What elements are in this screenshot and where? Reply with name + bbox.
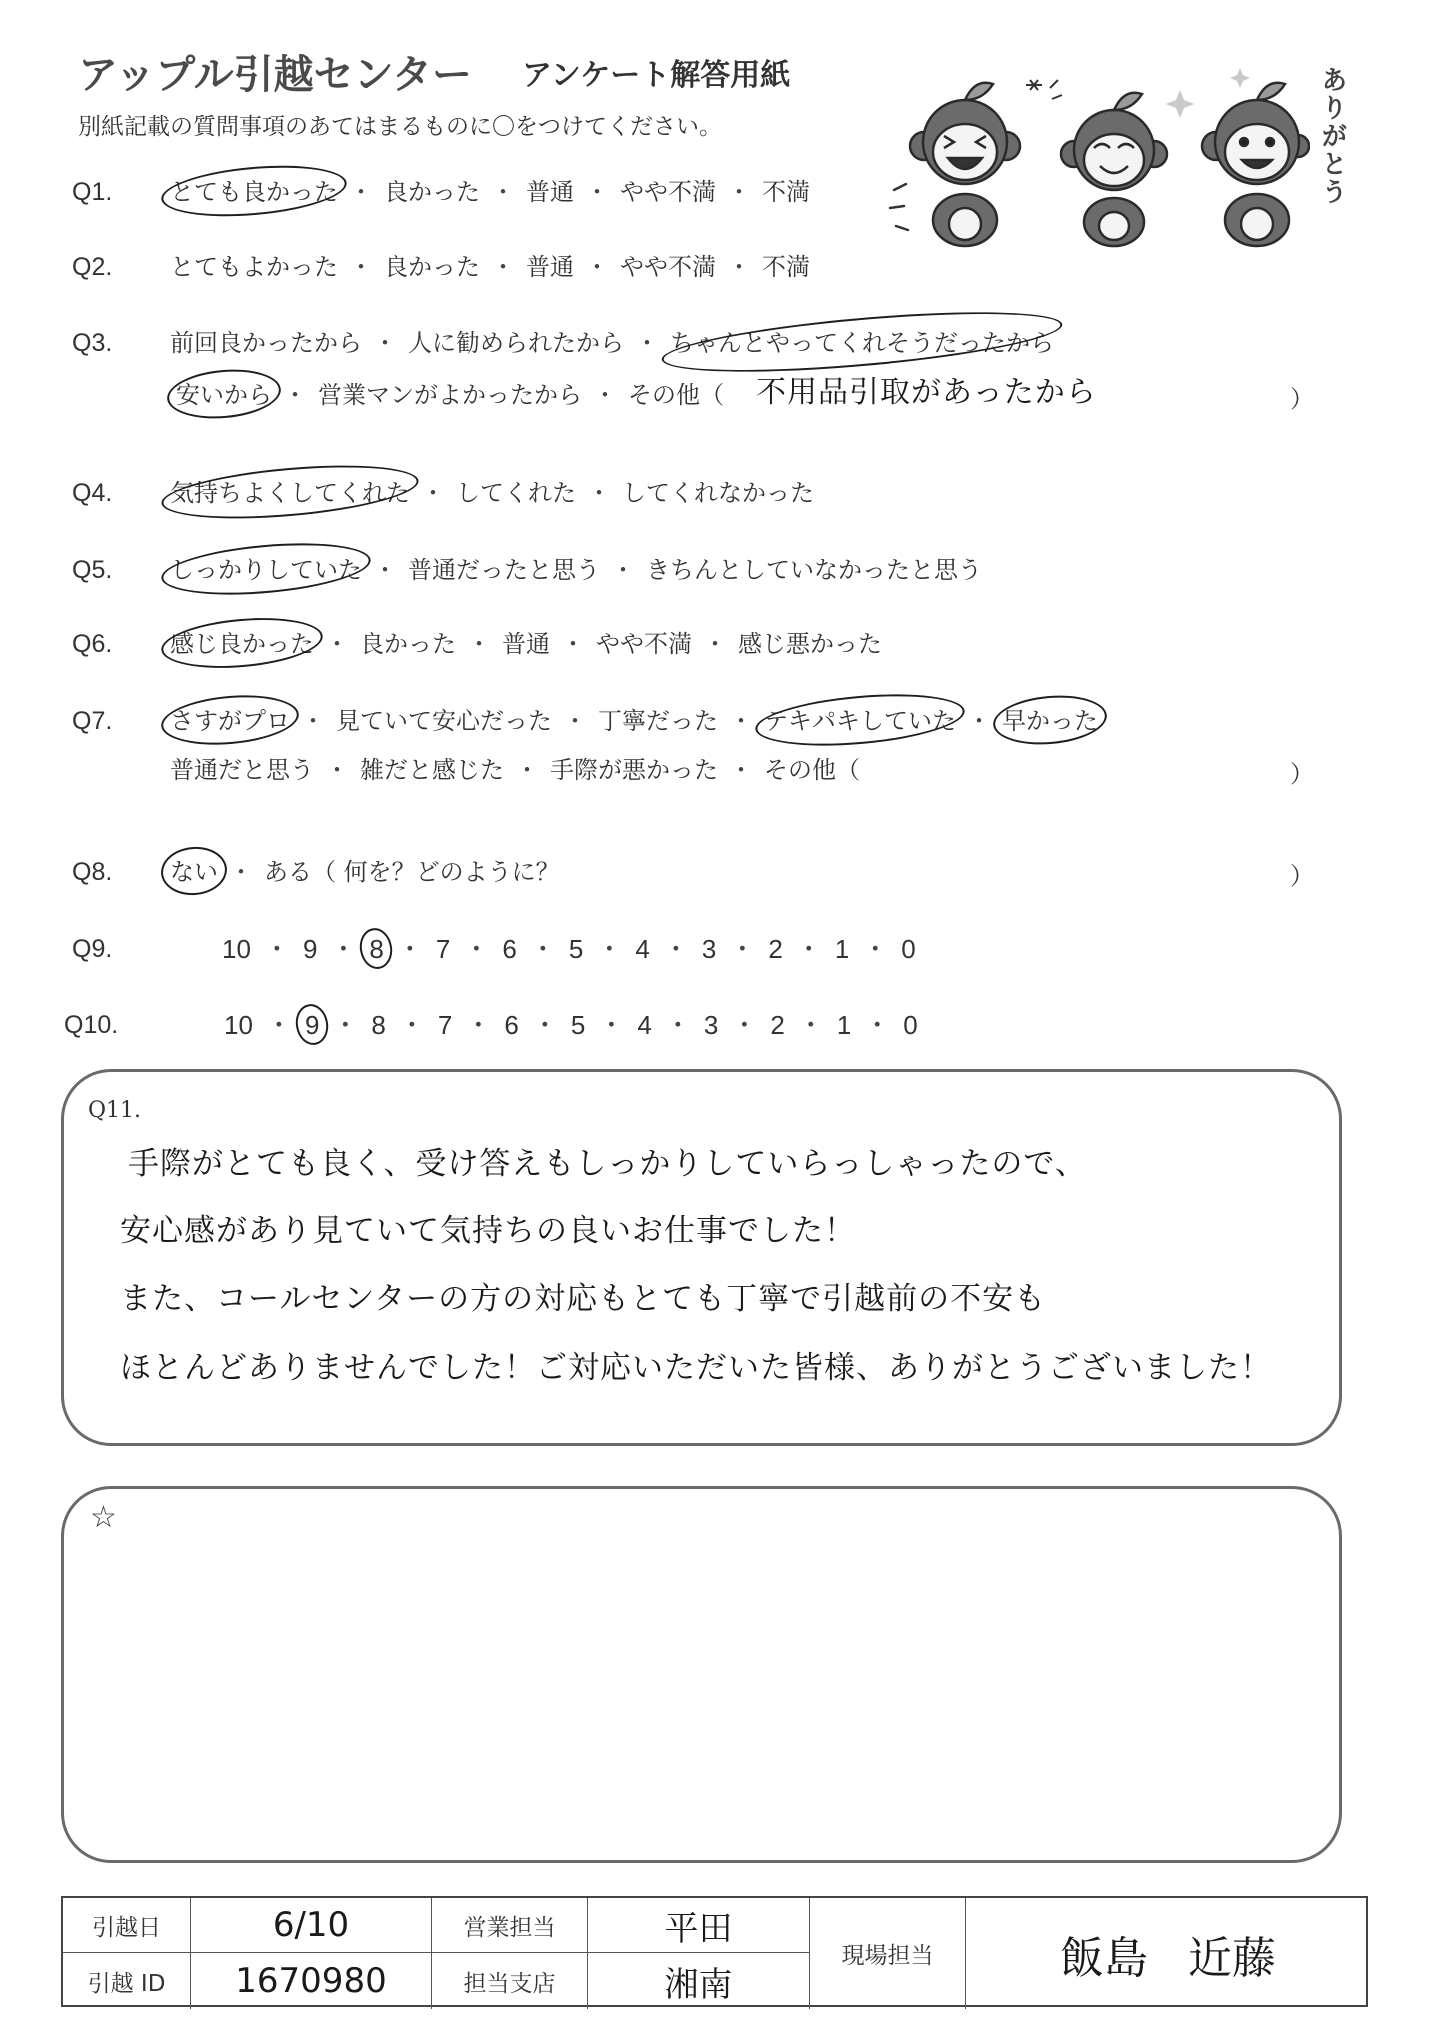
q5-answer-option-selected[interactable]: しっかりしていた (170, 556, 362, 584)
question-label: Q2. (72, 253, 113, 281)
separator-dot: ・ (585, 178, 609, 206)
question-label: Q7. (72, 707, 113, 735)
q3-answer-option[interactable]: 人に勧められたから (408, 329, 624, 357)
q7-answer-option[interactable]: 手際が悪かった (550, 756, 718, 784)
q4-answer-option[interactable]: してくれた (456, 479, 576, 507)
q7-answer-option[interactable]: 雑だと感じた (360, 756, 504, 784)
separator-dot: ・ (349, 178, 373, 206)
q8-answer-option[interactable]: ある（ 何を？どのように？ (264, 858, 560, 886)
question-label: Q6. (72, 630, 113, 658)
separator-dot: ・ (330, 934, 357, 964)
separator-dot: ・ (703, 630, 727, 658)
separator-dot: ・ (263, 934, 290, 964)
field-staff-name: 近藤 (1188, 1932, 1276, 1984)
q7-answer-option-selected[interactable]: テキパキしていた (764, 707, 956, 735)
move-date-label: 引越日 (63, 1898, 191, 1953)
separator-dot: ・ (862, 934, 889, 964)
q5-answer-option[interactable]: 普通だったと思う (408, 556, 600, 584)
branch-value: 湘南 (588, 1953, 810, 2009)
footer-info-table (61, 1896, 1368, 2007)
comment-line: また、コールセンターの方の対応もとても丁寧で引越前の不安も (120, 1281, 1047, 1317)
closing-parenthesis: ） (1290, 760, 1314, 788)
separator-dot: ・ (729, 934, 756, 964)
sparkle-icon (1026, 80, 1062, 99)
q2-answer-option[interactable]: 良かった (384, 253, 480, 281)
option-line (170, 327, 1054, 359)
q6-answer-option-selected[interactable]: 感じ良かった (170, 630, 314, 658)
move-id-value: 1670980 (191, 1953, 432, 2009)
branch-label: 担当支店 (432, 1953, 588, 2009)
separator-dot: ・ (729, 707, 753, 735)
separator-dot: ・ (729, 756, 753, 784)
q3-answer-option-selected[interactable]: 安いから (176, 381, 272, 409)
separator-dot: ・ (561, 630, 585, 658)
option-line (170, 477, 814, 509)
q1-answer-option[interactable]: 良かった (384, 178, 480, 206)
separator-dot: ・ (563, 707, 587, 735)
separator-dot: ・ (593, 381, 617, 409)
separator-dot: ・ (727, 178, 751, 206)
question-label: Q8. (72, 858, 113, 886)
separator-dot: ・ (864, 1010, 891, 1040)
q2-answer-option[interactable]: 不満 (762, 253, 810, 281)
q9-answer-option[interactable]: 3 (701, 934, 717, 964)
q8-answer-option-selected[interactable]: ない (170, 858, 218, 886)
field-staff-value (966, 1898, 1370, 2009)
separator-dot: ・ (731, 1010, 758, 1040)
q10-answer-option[interactable]: 6 (504, 1010, 519, 1040)
separator-dot: ・ (491, 253, 515, 281)
q9-answer-option[interactable]: 0 (901, 934, 916, 964)
separator-dot: ・ (467, 630, 491, 658)
separator-dot: ・ (491, 178, 515, 206)
q7-answer-option-selected[interactable]: 早かった (1002, 707, 1098, 735)
separator-dot: ・ (398, 1010, 425, 1040)
q9-answer-option[interactable]: 2 (768, 934, 783, 964)
comment-line: 安心感があり見ていて気持ちの良いお仕事でした！ (120, 1213, 856, 1249)
q3-answer-option[interactable]: 営業マンがよかったから (318, 381, 582, 409)
q10-answer-option[interactable]: 2 (770, 1010, 785, 1040)
q9-answer-option[interactable]: 1 (834, 934, 850, 964)
q6-answer-option[interactable]: やや不満 (596, 630, 692, 658)
q10-answer-option[interactable]: 4 (637, 1010, 652, 1040)
option-line (170, 705, 1098, 737)
sales-staff-value: 平田 (588, 1898, 810, 1953)
closing-parenthesis: ） (1290, 385, 1314, 413)
q10-answer-option[interactable]: 0 (903, 1010, 918, 1040)
q3-answer-option-selected[interactable]: ちゃんとやってくれそうだったから (670, 329, 1054, 357)
q10-answer-option[interactable]: 10 (224, 1010, 253, 1040)
q9-answer-option[interactable]: 9 (302, 934, 318, 964)
monkey-smiling-icon (1061, 93, 1167, 246)
monkey-happy-icon (1202, 83, 1309, 246)
option-line (170, 176, 810, 208)
q9-answer-option[interactable]: 4 (635, 934, 650, 964)
q9-answer-option-selected[interactable]: 8 (369, 934, 384, 964)
q1-answer-option-selected[interactable]: とても良かった (170, 178, 338, 206)
separator-dot: ・ (463, 934, 490, 964)
q4-answer-option-selected[interactable]: 気持ちよくしてくれた (170, 479, 410, 507)
comment-line: 手際がとても良く、受け答えもしっかりしていらっしゃったので、 (128, 1146, 1087, 1182)
separator-dot: ・ (325, 630, 349, 658)
q7-answer-option[interactable]: その他（ (764, 756, 860, 784)
q1-answer-option[interactable]: 普通 (526, 178, 574, 206)
sales-staff-label: 営業担当 (432, 1898, 588, 1953)
separator-dot: ・ (332, 1010, 359, 1040)
q6-answer-option[interactable]: 感じ悪かった (738, 630, 882, 658)
separator-dot: ・ (265, 1010, 292, 1040)
question-label: Q1. (72, 178, 113, 206)
q3-answer-option[interactable]: その他（ (628, 381, 724, 409)
separator-dot: ・ (529, 934, 556, 964)
q10-answer-option-selected[interactable]: 9 (304, 1010, 320, 1040)
question-label: Q9. (72, 935, 113, 963)
option-line (170, 856, 560, 888)
q10-answer-option[interactable]: 1 (836, 1010, 852, 1040)
move-id-label: 引越 ID (63, 1953, 191, 2009)
separator-dot: ・ (598, 1010, 625, 1040)
separator-dot: ・ (585, 253, 609, 281)
instruction-text: 別紙記載の質問事項のあてはまるものに〇をつけてください。 (78, 114, 722, 140)
separator-dot: ・ (662, 934, 689, 964)
separator-dot: ・ (531, 1010, 558, 1040)
q7-answer-option[interactable]: 見ていて安心だった (336, 707, 552, 735)
question-label: Q3. (72, 329, 113, 357)
form-title: アンケート解答用紙 (522, 58, 791, 93)
option-line (224, 1009, 918, 1041)
separator-dot: ・ (396, 934, 423, 964)
q7-answer-option[interactable]: 普通だと思う (170, 756, 314, 784)
closing-parenthesis: ） (1290, 862, 1314, 890)
q1-answer-option[interactable]: 不満 (762, 178, 810, 206)
q3-answer-option[interactable]: 前回良かったから (170, 329, 362, 357)
separator-dot: ・ (635, 329, 659, 357)
q2-answer-option[interactable]: やや不満 (620, 253, 716, 281)
option-line (170, 754, 860, 786)
separator-dot: ・ (587, 479, 611, 507)
other-answer-handwritten: 不用品引取があったから (756, 375, 1097, 410)
separator-dot: ・ (421, 479, 445, 507)
separator-dot: ・ (727, 253, 751, 281)
monkey-laughing-icon (910, 83, 1020, 246)
q9-answer-option[interactable]: 10 (222, 934, 251, 964)
q4-answer-option[interactable]: してくれなかった (622, 479, 814, 507)
separator-dot: ・ (967, 707, 991, 735)
q10-answer-option[interactable]: 8 (371, 1010, 386, 1040)
separator-dot: ・ (229, 858, 253, 886)
mascot-caption: ありがとう (1317, 66, 1347, 206)
option-line (222, 933, 916, 965)
q9-answer-option[interactable]: 7 (435, 934, 451, 964)
separator-dot: ・ (325, 756, 349, 784)
separator-dot: ・ (465, 1010, 492, 1040)
q2-answer-option[interactable]: とてもよかった (170, 253, 338, 281)
staff-comment-box (61, 1486, 1342, 1863)
q6-answer-option[interactable]: 良かった (360, 630, 456, 658)
q2-answer-option[interactable]: 普通 (526, 253, 574, 281)
question-label: Q4. (72, 479, 113, 507)
option-line (170, 554, 982, 586)
question-label: Q5. (72, 556, 113, 584)
separator-dot: ・ (283, 381, 307, 409)
monkey-mascot-illustration (880, 50, 1310, 250)
q9-answer-option[interactable]: 5 (568, 934, 584, 964)
field-staff-name: 飯島 (1060, 1932, 1148, 1984)
q10-answer-option[interactable]: 5 (570, 1010, 586, 1040)
move-date-value: 6/10 (191, 1898, 432, 1953)
star-icon: ☆ (90, 1500, 117, 1535)
question-label: Q10. (64, 1011, 119, 1039)
q10-answer-option[interactable]: 3 (703, 1010, 719, 1040)
company-name: アップル引越センター (78, 52, 472, 98)
comment-line: ほとんどありませんでした！ご対応いただいた皆様、ありがとうございました！ (120, 1350, 1272, 1386)
q7-answer-option[interactable]: 丁寧だった (598, 707, 718, 735)
q6-answer-option[interactable]: 普通 (502, 630, 550, 658)
separator-dot: ・ (349, 253, 373, 281)
separator-dot: ・ (373, 556, 397, 584)
q5-answer-option[interactable]: きちんとしていなかったと思う (646, 556, 982, 584)
separator-dot: ・ (373, 329, 397, 357)
q11-label: Q11. (88, 1098, 142, 1123)
q11-comment-box (61, 1069, 1342, 1446)
option-line (176, 379, 724, 411)
separator-dot: ・ (795, 934, 822, 964)
q7-answer-option-selected[interactable]: さすがプロ (170, 707, 290, 735)
separator-dot: ・ (611, 556, 635, 584)
q9-answer-option[interactable]: 6 (502, 934, 517, 964)
separator-dot: ・ (596, 934, 623, 964)
q1-answer-option[interactable]: やや不満 (620, 178, 716, 206)
separator-dot: ・ (301, 707, 325, 735)
option-line (170, 251, 810, 283)
separator-dot: ・ (797, 1010, 824, 1040)
separator-dot: ・ (515, 756, 539, 784)
option-line (170, 628, 882, 660)
field-staff-label: 現場担当 (810, 1898, 966, 2009)
separator-dot: ・ (664, 1010, 691, 1040)
q10-answer-option[interactable]: 7 (437, 1010, 453, 1040)
action-lines-icon (890, 184, 908, 230)
